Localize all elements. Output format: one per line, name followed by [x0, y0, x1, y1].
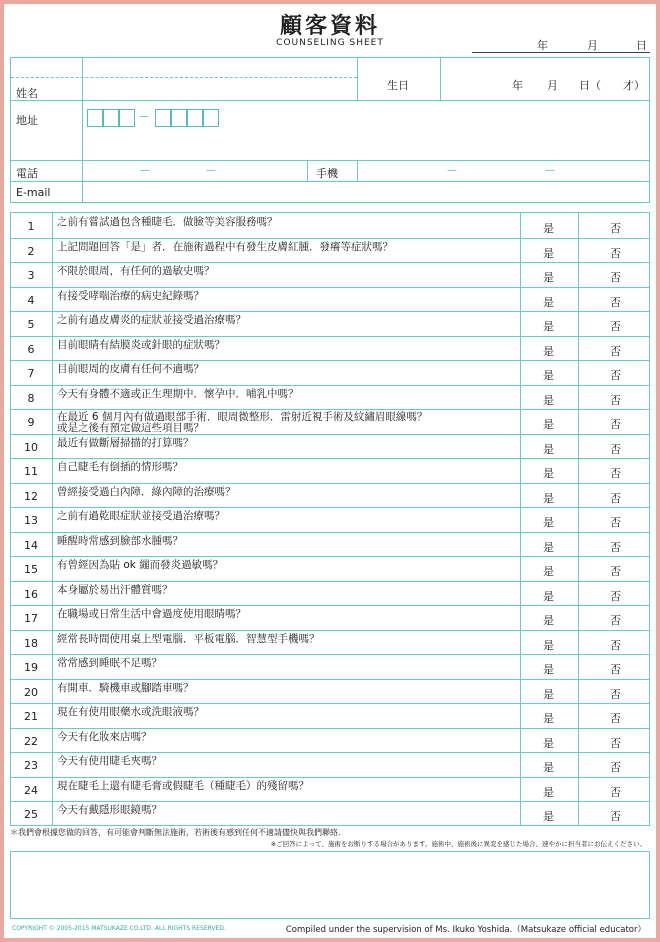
- date-underline: [472, 52, 650, 53]
- compiled-credit: Compiled under the supervision of Ms. Ikuko Yoshida.（Matsukaze official educator）: [285, 925, 646, 935]
- answer-yes[interactable]: 是: [543, 663, 554, 676]
- answer-no[interactable]: 否: [610, 516, 621, 529]
- email-label: E-mail: [16, 186, 51, 199]
- mobile-dash: —: [545, 165, 555, 176]
- answer-yes[interactable]: 是: [543, 320, 554, 333]
- answer-no[interactable]: 否: [610, 785, 621, 799]
- question-number: 24: [24, 783, 38, 797]
- question-number: 23: [24, 759, 38, 772]
- answer-yes[interactable]: 是: [543, 467, 554, 480]
- answer-no[interactable]: 否: [610, 663, 621, 676]
- question-number: 15: [24, 563, 38, 576]
- phone-dash: —: [140, 165, 150, 176]
- answer-yes[interactable]: 是: [543, 369, 554, 382]
- answer-yes[interactable]: 是: [543, 344, 554, 358]
- footer-note-zh: ＊我們會根據您做的回答，有可能會判斷無法施術，若術後有感到任何不適請儘快與我們聯絡．: [10, 828, 346, 837]
- birthday-month-label: 月: [547, 79, 558, 92]
- question-text: 之前有嘗試過包含種睫毛．做臉等美容服務嗎？: [57, 216, 278, 228]
- question-text: 有曾經因為貼 ok 繃而發炎過敏嗎？: [57, 559, 224, 571]
- email-field[interactable]: [83, 182, 649, 202]
- question-number: 13: [24, 514, 38, 527]
- postal-digit-box[interactable]: [155, 109, 171, 127]
- answer-no[interactable]: 否: [610, 540, 621, 554]
- answer-no[interactable]: 否: [610, 393, 621, 407]
- question-number: 2: [27, 244, 35, 258]
- question-number: 8: [27, 391, 35, 405]
- question-number: 3: [27, 269, 35, 282]
- question-number: 19: [24, 661, 38, 674]
- birthday-label: 生日: [387, 79, 409, 92]
- answer-yes[interactable]: 是: [543, 271, 554, 284]
- phone-field[interactable]: [83, 161, 307, 181]
- answer-yes[interactable]: 是: [543, 246, 554, 260]
- question-number: 25: [24, 808, 38, 821]
- question-text: 有開車．騎機車或腳踏車嗎？: [57, 681, 194, 694]
- answer-no[interactable]: 否: [610, 467, 621, 480]
- question-number: 4: [27, 293, 35, 307]
- mobile-field[interactable]: [358, 161, 649, 181]
- answer-yes[interactable]: 是: [543, 736, 554, 750]
- answer-yes[interactable]: 是: [543, 810, 554, 823]
- answer-no[interactable]: 否: [610, 271, 621, 284]
- answer-no[interactable]: 否: [610, 246, 621, 260]
- question-text: 曾經接受過白內障．綠內障的治療嗎？: [57, 485, 236, 498]
- answer-yes[interactable]: 是: [543, 712, 554, 725]
- answer-yes[interactable]: 是: [543, 638, 554, 652]
- answer-yes[interactable]: 是: [543, 418, 554, 431]
- answer-no[interactable]: 否: [610, 222, 621, 235]
- answer-no[interactable]: 否: [610, 369, 621, 382]
- answer-yes[interactable]: 是: [543, 540, 554, 554]
- phone-label: 電話: [16, 167, 38, 180]
- question-text: 今天有身體不適或正生理期中．懷孕中．哺乳中嗎？: [57, 387, 299, 400]
- question-number: 21: [24, 710, 38, 723]
- answer-no[interactable]: 否: [610, 442, 621, 456]
- question-number: 14: [24, 538, 38, 552]
- question-text: 有接受哮喘治療的病史紀錄嗎？: [57, 289, 204, 302]
- question-text: 自己睫毛有倒插的情形嗎？: [57, 461, 183, 473]
- answer-no[interactable]: 否: [610, 320, 621, 333]
- address-label: 地址: [16, 114, 38, 127]
- question-text: 在最近 6 個月內有做過眼部手術．眼周微整形．雷射近視手術及紋繡眉眼線嗎？: [57, 411, 428, 423]
- birthday-day-age-label: 日（ 才）: [579, 79, 645, 92]
- answer-no[interactable]: 否: [610, 810, 621, 823]
- question-text: 今天有戴隱形眼鏡嗎？: [57, 804, 162, 816]
- postal-digit-box[interactable]: [187, 109, 203, 127]
- question-number: 18: [24, 636, 38, 650]
- question-text: 最近有做斷層掃描的打算嗎？: [57, 436, 194, 449]
- name-field[interactable]: [83, 58, 357, 100]
- answer-no[interactable]: 否: [610, 295, 621, 309]
- answer-yes[interactable]: 是: [543, 589, 554, 603]
- answer-yes[interactable]: 是: [543, 687, 554, 701]
- question-text: 上記問題回答「是」者．在施術過程中有發生皮膚紅腫．發癢等症狀嗎？: [57, 240, 393, 253]
- question-text: 之前有過乾眼症狀並接受過治療嗎？: [57, 510, 225, 522]
- page-subtitle: COUNSELING SHEET: [276, 38, 384, 48]
- question-number: 10: [24, 440, 38, 454]
- question-text: 常常感到睡眠不足嗎？: [57, 657, 162, 669]
- answer-yes[interactable]: 是: [543, 565, 554, 578]
- question-text: 經常長時間使用桌上型電腦．平板電腦．智慧型手機嗎？: [57, 632, 320, 645]
- question-text: 睡醒時常感到臉部水腫嗎？: [57, 534, 183, 547]
- question-text: 在職場或日常生活中會過度使用眼睛嗎？: [57, 608, 246, 620]
- question-number: 20: [24, 685, 38, 699]
- question-text: 今天有化妝來店嗎？: [57, 730, 152, 743]
- question-number: 22: [24, 734, 38, 748]
- question-text: 不限於眼周，有任何的過敏史嗎？: [57, 265, 215, 277]
- mobile-label: 手機: [316, 167, 338, 180]
- date-month-label: 月: [587, 39, 598, 52]
- page-title: 顧客資料: [279, 14, 380, 39]
- answer-no[interactable]: 否: [610, 687, 621, 701]
- answer-no[interactable]: 否: [610, 638, 621, 652]
- answer-yes[interactable]: 是: [543, 442, 554, 456]
- answer-yes[interactable]: 是: [543, 295, 554, 309]
- answer-no[interactable]: 否: [610, 418, 621, 431]
- answer-yes[interactable]: 是: [543, 222, 554, 235]
- answer-yes[interactable]: 是: [543, 491, 554, 505]
- question-number: 9: [27, 416, 35, 429]
- question-number: 5: [27, 318, 35, 331]
- question-number: 7: [27, 367, 35, 380]
- postal-digit-box[interactable]: [203, 109, 219, 127]
- question-number: 12: [24, 489, 38, 503]
- question-text: 目前眼周的皮膚有任何不適嗎？: [57, 363, 204, 375]
- footer-note-ja: ※ご回答によって、施術をお断りする場合があります。施術中、施術後に異変を感じた場合、速やかに担当者にお伝えください。: [270, 840, 646, 848]
- question-text: 之前有過皮膚炎的症狀並接受過治療嗎？: [57, 314, 246, 326]
- copyright: COPYRIGHT © 2005-2015 MATSUKAZE CO.LTD. ALL RIGHTS RESERVED.: [12, 925, 226, 932]
- name-label: 姓名: [16, 87, 38, 100]
- date-day-label: 日: [636, 39, 647, 52]
- postal-digit-box[interactable]: [171, 109, 187, 127]
- question-text: 本身屬於易出汗體質嗎？: [57, 583, 173, 596]
- postal-dash: —: [139, 111, 149, 122]
- answer-no[interactable]: 否: [610, 344, 621, 358]
- answer-yes[interactable]: 是: [543, 761, 554, 774]
- question-text: 現在睫毛上還有睫毛膏或假睫毛（種睫毛）的殘留嗎？: [57, 779, 309, 792]
- answer-no[interactable]: 否: [610, 614, 621, 627]
- question-text-line2: 或是之後有預定做這些項目嗎？: [57, 422, 204, 434]
- answer-no[interactable]: 否: [610, 712, 621, 725]
- answer-no[interactable]: 否: [610, 565, 621, 578]
- question-number: 6: [27, 342, 35, 356]
- answer-no[interactable]: 否: [610, 761, 621, 774]
- question-number: 11: [24, 465, 38, 478]
- notes-box[interactable]: [10, 851, 650, 919]
- postal-digit-box[interactable]: [103, 109, 119, 127]
- question-text: 今天有使用睫毛夾嗎？: [57, 755, 162, 767]
- postal-digit-box[interactable]: [119, 109, 135, 127]
- question-number: 16: [24, 587, 38, 601]
- question-text: 現在有使用眼藥水或洗眼液嗎？: [57, 706, 204, 718]
- answer-yes[interactable]: 是: [543, 785, 554, 799]
- answer-yes[interactable]: 是: [543, 393, 554, 407]
- answer-no[interactable]: 否: [610, 491, 621, 505]
- phone-dash: —: [206, 165, 216, 176]
- answer-no[interactable]: 否: [610, 589, 621, 603]
- answer-no[interactable]: 否: [610, 736, 621, 750]
- date-year-label: 年: [537, 39, 548, 52]
- mobile-dash: —: [447, 165, 457, 176]
- question-text: 目前眼睛有結膜炎或針眼的症狀嗎？: [57, 338, 225, 351]
- answer-yes[interactable]: 是: [543, 516, 554, 529]
- question-number: 17: [24, 612, 38, 625]
- postal-digit-box[interactable]: [87, 109, 103, 127]
- question-number: 1: [27, 220, 35, 233]
- birthday-year-label: 年: [512, 79, 523, 92]
- answer-yes[interactable]: 是: [543, 614, 554, 627]
